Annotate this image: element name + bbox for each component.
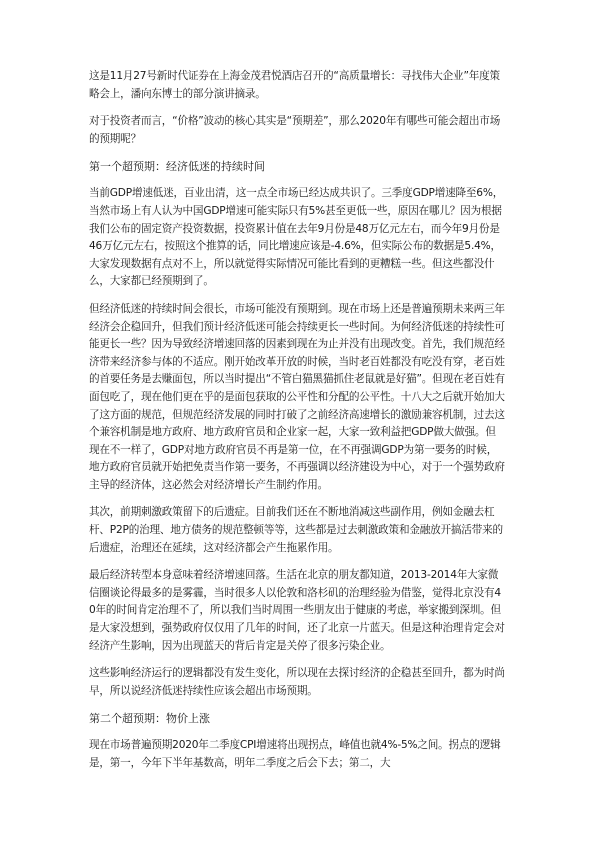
question-paragraph: 对于投资者而言，“价格”波动的核心其实是“预期差”，那么2020年有哪些可能会超出市场的预期呢？ [89,115,501,145]
section1-heading: 第一个超预期：经济低迷的持续时间 [89,160,265,174]
section1-paragraph-4: 最后经济转型本身意味着经济增速回落。生活在北京的朋友都知道，2013-2014年大家微信圈谈论得最多的是雾霾，当时很多人以伦敦和洛杉矶的治理经验为借鉴，觉得北京没有40年的时间肯定治理不了，所以我们当时周围一些朋友出于健康的考虑，举家搬到深圳。但是大家没想到，强势政府仅仅用了几年的时间，还了北京一片蓝天。但是这种治理肯定会对经济产生影响，因为出现蓝天的背后肯定是关停了很多污染企业。 [89,569,505,652]
section1-paragraph-5: 这些影响经济运行的逻辑都没有发生变化，所以现在去探讨经济的企稳甚至回升，都为时尚早，所以说经济低迷持续性应该会超出市场预期。 [89,667,505,697]
section2-paragraph-1: 现在市场普遍预期2020年二季度CPI增速将出现拐点，峰值也就4%-5%之间。拐点的逻辑是，第一，今年下半年基数高，明年二季度之后会下去；第二，大 [89,739,501,769]
section1-paragraph-1: 当前GDP增速低迷，百业出清，这一点全市场已经达成共识了。三季度GDP增速降至6%，当然市场上有人认为中国GDP增速可能实际只有5%甚至更低一些，原因在哪儿？因为根据我们公布的固定资产投资数据，投资累计值在去年9月份是48万亿元左右，而今年9月份是46万亿元左右，按照这个推算的话，同比增速应该是-4.6%，但实际公布的数据是5.4%，大家发现数据有点对不上，所以就觉得实际情况可能比看到的更糟糕一些。但这些都没什么，大家都已经预期到了。 [89,187,504,288]
intro-paragraph: 这是11月27号新时代证券在上海金茂君悦酒店召开的“高质量增长：寻找伟大企业”年度策略会上，潘向东博士的部分演讲摘录。 [89,70,500,100]
section1-paragraph-2: 但经济低迷的持续时间会很长，市场可能没有预期到。现在市场上还是普遍预期未来两三年经济会企稳回升，但我们预计经济低迷可能会持续更长一些时间。为何经济低迷的持续性可能更长一些？因为导致经济增速回落的因素到现在为止并没有出现改变。首先，我们规范经济带来经济参与体的不适应。刚开始改革开放的时候，当时老百姓都没有吃没有穿，老百姓的首要任务是去赚面包，所以当时提出“不管白猫黑猫抓住老鼠就是好猫”。但现在老百姓有面包吃了，现在他们更在乎的是面包获取的公平性和分配的公平性。十八大之后就开始加大了这方面的规范，但规范经济发展的同时打破了之前经济高速增长的激励兼容机制，过去这个兼容机制是地方政府、地方政府官员和企业家一起，大家一致利益把GDP做大做强。但现在不一样了，GDP对地方政府官员不再是第一位，在不再强调GDP为第一要务的时候，地方政府官员就开始把免责当作第一要务，不再强调以经济建设为中心，对于一个强势政府主导的经济体，这必然会对经济增长产生制约作用。 [89,302,505,491]
section1-paragraph-3: 其次，前期刺激政策留下的后遗症。目前我们还在不断地消减这些副作用，例如金融去杠杆、P2P的治理、地方债务的规范整顿等等，这些都是过去刺激政策和金融放开搞活带来的后遗症，治理还在延续，这对经济都会产生拖累作用。 [89,506,503,554]
section2-heading: 第二个超预期：物价上涨 [89,712,210,726]
